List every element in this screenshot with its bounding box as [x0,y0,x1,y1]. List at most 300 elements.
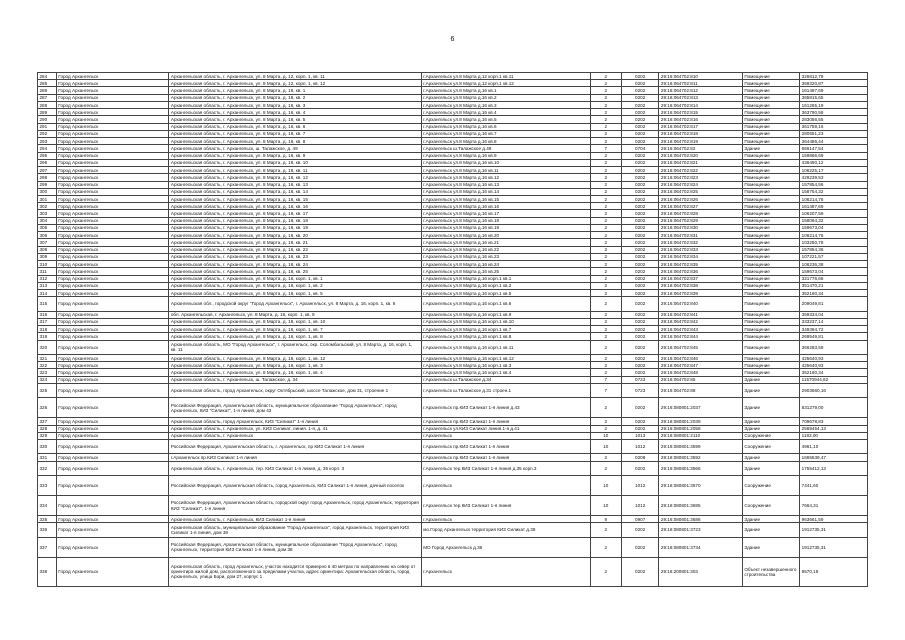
row-number: 334 [38,496,57,516]
code-b: 0202 [621,130,659,137]
row-number: 295 [38,152,57,159]
cadastral-value: 161265,19 [800,101,868,108]
full-address: Архангельская область, муниципальное образование "Город Архангельск", город Архангельск, территория КИЗ Силикат 1-я линия, дом 38 [169,523,421,537]
cadastral-value: 157854,36 [800,246,868,253]
full-address: обл. Архангельская, г. Архангельск, ул. 8 Марта, д. 16, корп. 1, кв. 9 [169,311,421,318]
short-address: г.Архангельск ул.8 Марта д.16 кв.14 [421,188,590,195]
short-address: г.Архангельск [421,476,590,496]
short-address: г.Архангельск ул.8 Марта д.16 кв.12 [421,174,590,181]
code-a: 10 [590,476,621,496]
municipality: Город Архангельск [56,253,169,260]
code-b: 0202 [621,398,659,418]
municipality: Город Архангельск [56,362,169,369]
code-a: 2 [590,73,621,80]
full-address: Архангельская область, г. Архангельск, ул. 8 Марта, д. 16, кв. 3 [169,101,421,108]
cadastral-number: 29:16:080801:3566 [659,461,742,475]
full-address: Российская Федерация, Архангельская область, городской округ город Архангельск, город Архангельск, территория КИЗ "Силикат", 1-я линия [169,496,421,516]
code-b: 0202 [621,268,659,275]
code-b: 0208 [621,454,659,461]
cadastral-number: 29:16:064702:813 [659,94,742,101]
object-type: Помещение [742,275,799,282]
table-row [38,516,868,523]
short-address: г.Архангельск ул.8 Марта д.12 корп.1 кв.12 [421,80,590,87]
cadastral-value: 106225,17 [800,167,868,174]
code-a: 2 [590,261,621,268]
object-type: Помещение [742,326,799,333]
table-row [38,224,868,231]
row-number: 332 [38,461,57,475]
short-address: г.Архангельск ул.8 Марта д.16 кв.11 [421,167,590,174]
cadastral-number: 29:16:064702:811 [659,80,742,87]
object-type: Помещение [742,311,799,318]
table-row [38,167,868,174]
full-address: Архангельская область, г. Архангельск, ул. 8 Марта, д. 16, кв. 20 [169,232,421,239]
short-address: мо.Город Архангельск территория КИЗ Силикат д.38 [421,523,590,537]
code-b: 0202 [621,109,659,116]
row-number: 327 [38,418,57,425]
code-a: 2 [590,130,621,137]
short-address: г.Архангельск ул.8 Марта д.16 кв.20 [421,232,590,239]
row-number: 337 [38,537,57,557]
row-number: 308 [38,246,57,253]
code-a: 2 [590,326,621,333]
municipality: Город Архангельск [56,354,169,361]
property-register-table [37,72,868,587]
object-type: Помещение [742,210,799,217]
cadastral-number: 29:16:064702:814 [659,101,742,108]
full-address: Архангельская область, г. Архангельск, ул. 8 Марта, д. 12, корп. 1, кв. 11 [169,73,421,80]
row-number: 306 [38,232,57,239]
cadastral-value: 1912735,31 [800,523,868,537]
cadastral-value: 8570,19 [800,557,868,586]
cadastral-value: 159673,04 [800,268,868,275]
code-a: 7 [590,145,621,152]
object-type: Помещение [742,174,799,181]
short-address: г.Архангельск ул.8 Марта д.16 кв.23 [421,253,590,260]
row-number: 314 [38,290,57,297]
cadastral-value: 2903660,16 [800,383,868,397]
table-row [38,239,868,246]
code-a: 2 [590,101,621,108]
cadastral-number: 29:16:064702:820 [659,152,742,159]
cadastral-number: 29:16:064702:831 [659,232,742,239]
row-number: 312 [38,275,57,282]
cadastral-value: 107221,57 [800,253,868,260]
full-address: Архангельская область, г. Архангельск, ул. 8 Марта, д. 16, кв. 17 [169,210,421,217]
full-address: Архангельская область, г. Архангельск, ул. 8 Марта, д. 16, кв. 10 [169,159,421,166]
code-b: 0202 [621,73,659,80]
full-address: Архангельская область, г. Архангельск, ул. 8 Марта, д. 16, корп. 1, кв. 3 [169,362,421,369]
code-b: 0202 [621,152,659,159]
full-address: Архангельская область, г. Архангельск, ул. 8 Марта, д. 16, корп. 1, кв. 4 [169,369,421,376]
full-address: Архангельская область, г. Архангельск, ш. Талажское, д. 34 [169,376,421,383]
code-b: 0202 [621,246,659,253]
municipality: Город Архангельск [56,188,169,195]
cadastral-number: 29:16:064702:810 [659,73,742,80]
row-number: 325 [38,383,57,397]
full-address: Российская Федерация, Архангельская область, г. Архангельск, пр КИЗ Силикат 1-я линия [169,440,421,454]
municipality: Город Архангельск [56,326,169,333]
full-address: Архангельская область, г. Архангельск, ул. 8 Марта, д. 16, кв. 14 [169,188,421,195]
code-b: 0202 [621,340,659,354]
object-type: Помещение [742,297,799,311]
page-number: 6 [450,36,455,43]
full-address: Архангельская область, г. Архангельск, ш. Талажское, д. 49 [169,145,421,152]
object-type: Помещение [742,167,799,174]
table-row [38,116,868,123]
cadastral-number: 29:16:064702:827 [659,203,742,210]
cadastral-value: 369320,87 [800,80,868,87]
code-b: 0202 [621,232,659,239]
code-a: 2 [590,318,621,325]
table-row [38,454,868,461]
cadastral-number: 29:16:064702:834 [659,253,742,260]
object-type: Помещение [742,195,799,202]
municipality: Город Архангельск [56,167,169,174]
row-number: 313 [38,282,57,289]
cadastral-number: 29:16:064702:825 [659,188,742,195]
cadastral-value: 326812,78 [800,73,868,80]
row-number: 333 [38,476,57,496]
code-a: 2 [590,217,621,224]
cadastral-number: 29:16:064702:822 [659,167,742,174]
full-address: Архангельская область, г. Архангельск, ул. 8 Марта, д. 16, кв. 23 [169,253,421,260]
code-a: 2 [590,246,621,253]
cadastral-value: 161487,69 [800,203,868,210]
object-type: Помещение [742,268,799,275]
cadastral-number: 29:16:064702:821 [659,159,742,166]
code-a: 2 [590,138,621,145]
short-address: г.Архангельск тер.КИЗ Силикат 1-я линия д.35 корп.3 [421,461,590,475]
table-row [38,217,868,224]
full-address: Архангельская область, г. Архангельск, ул. 8 Марта, д. 16, кв. 1 [169,87,421,94]
full-address: Архангельская область, г. Архангельск, тер. КИЗ Силикат 1-я линия, д. 35 корп. 3 [169,461,421,475]
row-number: 319 [38,333,57,340]
table-row [38,333,868,340]
municipality: Город Архангельск [56,440,169,454]
full-address: Архангельская область, МО "Город Архангельск", г. Архангельск, окр. Соломбальский, ул. 8 Марта, д. 16, корп. 1, кв. 11 [169,340,421,354]
municipality: Город Архангельск [56,224,169,231]
object-type: Помещение [742,362,799,369]
cadastral-value: 333237,14 [800,318,868,325]
cadastral-value: 11570944,82 [800,376,868,383]
full-address: Архангельская область, г. Архангельск, ул. 8 Марта, д. 16, кв. 19 [169,224,421,231]
full-address: Архангельская область, г. Архангельск, ул. 8 Марта, д. 16, кв. 15 [169,195,421,202]
cadastral-number: 29:16:064702:826 [659,195,742,202]
table-row [38,418,868,425]
object-type: Помещение [742,123,799,130]
cadastral-value: 106207,59 [800,210,868,217]
cadastral-value: 1912735,31 [800,537,868,557]
full-address: Архангельская область, г. Архангельск, ул. 8 Марта, д. 16, корп. 1, кв. 10 [169,318,421,325]
row-number: 320 [38,340,57,354]
code-b: 0202 [621,537,659,557]
code-a: 2 [590,94,621,101]
cadastral-value: 364486,44 [800,138,868,145]
code-a: 2 [590,354,621,361]
code-b: 0202 [621,116,659,123]
municipality: Город Архангельск [56,116,169,123]
municipality: Город Архангельск [56,333,169,340]
cadastral-number: 29:16:064702:817 [659,123,742,130]
cadastral-value: 831279,00 [800,398,868,418]
code-a: 2 [590,297,621,311]
full-address: Архангельская область, г. Архангельск, ул. 8 Марта, д. 16, корп. 1, кв. 7 [169,326,421,333]
municipality: Город Архангельск [56,123,169,130]
cadastral-value: 666147,54 [800,145,868,152]
short-address: г.Архангельск ул.8 Марта д.16 корп.1 кв.12 [421,354,590,361]
table-row [38,109,868,116]
municipality: Город Архангельск [56,537,169,557]
full-address: Архангельская область, г. Архангельск, ул. 8 Марта, д. 16, кв. 21 [169,239,421,246]
cadastral-number: 29:16:064702:82 [659,145,742,152]
short-address: г.Архангельск ул.КИЗ Силикат линия.1-я д.41 [421,425,590,432]
cadastral-number: 29:16:064702:836 [659,268,742,275]
object-type: Помещение [742,333,799,340]
municipality: Город Архангельск [56,476,169,496]
municipality: Город Архангельск [56,94,169,101]
object-type: Помещение [742,203,799,210]
code-b: 0202 [621,138,659,145]
code-b: 0202 [621,101,659,108]
municipality: Город Архангельск [56,432,169,439]
row-number: 326 [38,398,57,418]
full-address: Архангельская область, г. Архангельск, ул. 8 Марта, д. 16, кв. 5 [169,116,421,123]
municipality: Город Архангельск [56,523,169,537]
short-address: г.Архангельск [421,516,590,523]
row-number: 284 [38,73,57,80]
municipality: Город Архангельск [56,340,169,354]
object-type: Объект незавершенного строительства [742,557,799,586]
cadastral-number: 29:16:064702:840 [659,297,742,311]
short-address: г.Архангельск ул.8 Марта д.16 кв.10 [421,159,590,166]
cadastral-number: 29:16:064702:812 [659,87,742,94]
code-b: 0907 [621,516,659,523]
short-address: г.Архангельск ул.8 Марта д.16 корп.1 кв.2 [421,282,590,289]
code-b: 0723 [621,383,659,397]
cadastral-number: 29:16:080801:3734 [659,537,742,557]
cadastral-value: 352160,34 [800,290,868,297]
table-row [38,432,868,439]
object-type: Здание [742,454,799,461]
municipality: Город Архангельск [56,376,169,383]
code-a: 2 [590,116,621,123]
code-a: 2 [590,203,621,210]
code-a: 2 [590,123,621,130]
municipality: Город Архангельск [56,398,169,418]
row-number: 323 [38,369,57,376]
table-row [38,476,868,496]
short-address: г.Архангельск пр.КИЗ Силикат 1-я линия [421,454,590,461]
municipality: Город Архангельск [56,282,169,289]
full-address: Архангельская область, город Архангельск, участок находится примерно в 40 метрах по направлению на север от ориентира жилой дом, расположенного за пределами участка, адрес ориентира: Архангельская область, город Архангельск, улица Бори, дом 27, корпус 1 [169,557,421,586]
object-type: Помещение [742,290,799,297]
code-b: 0704 [621,145,659,152]
object-type: Помещение [742,159,799,166]
short-address: г.Архангельск ул.8 Марта д.16 корп.1 кв.5 [421,290,590,297]
code-a: 7 [590,376,621,383]
code-b: 1012 [621,440,659,454]
cadastral-number: 29:16:064702:830 [659,224,742,231]
code-a: 2 [590,181,621,188]
table-row [38,80,868,87]
cadastral-value: 365815,65 [800,94,868,101]
cadastral-value: 209049,81 [800,297,868,311]
code-b: 0202 [621,275,659,282]
code-a: 2 [590,398,621,418]
full-address: Архангельская область, г. Архангельск, ул. 8 Марта, д. 16, корп. 1, кв. 12 [169,354,421,361]
code-b: 0202 [621,362,659,369]
row-number: 300 [38,188,57,195]
object-type: Помещение [742,116,799,123]
short-address: г.Архангельск ул.8 Марта д.16 кв.13 [421,181,590,188]
table-row [38,557,868,586]
table-row [38,123,868,130]
row-number: 297 [38,167,57,174]
object-type: Помещение [742,188,799,195]
row-number: 338 [38,557,57,586]
full-address: Архангельская область, г. Архангельск, ул. 8 Марта, д. 16, кв. 9 [169,152,421,159]
code-b: 0202 [621,224,659,231]
municipality: Город Архангельск [56,275,169,282]
short-address: г.Архангельск ул.8 Марта д.12 корп.1 кв.11 [421,73,590,80]
cadastral-value: 321776,68 [800,275,868,282]
full-address: Архангельская область, г. Архангельск, ул. 8 Марта, д. 16, кв. 4 [169,109,421,116]
code-a: 2 [590,537,621,557]
short-address: г.Архангельск ш.Талажское д.34 [421,376,590,383]
full-address: Архангельская область, г. Архангельск, ул. 8 Марта, д. 12, корп. 1, кв. 12 [169,80,421,87]
code-a: 2 [590,239,621,246]
object-type: Помещение [742,181,799,188]
code-a: 2 [590,188,621,195]
full-address: Архангельская область, г. Архангельск, ул. 8 Марта, д. 16, кв. 25 [169,268,421,275]
object-type: Здание [742,398,799,418]
code-a: 7 [590,383,621,397]
short-address: г.Архангельск ул.8 Марта д.16 кв.16 [421,203,590,210]
cadastral-value: 161487,69 [800,87,868,94]
table-row [38,232,868,239]
full-address: г.Архангельск пр.КИЗ Силикат 1-я линия [169,454,421,461]
table-row [38,362,868,369]
cadastral-number: 29:16:080801:3570 [659,476,742,496]
table-row [38,369,868,376]
cadastral-number: 29:16:064702:839 [659,290,742,297]
short-address: г.Архангельск пр.КИЗ Силикат 1-я линия [421,440,590,454]
cadastral-number: 29:16:064702:816 [659,116,742,123]
row-number: 302 [38,203,57,210]
full-address: Архангельская область, г. Архангельск, ул. 8 Марта, д. 16, кв. 18 [169,217,421,224]
cadastral-value: 361759,16 [800,123,868,130]
cadastral-value: 349394,72 [800,326,868,333]
municipality: Город Архангельск [56,232,169,239]
code-a: 10 [590,440,621,454]
cadastral-value: 425640,93 [800,354,868,361]
cadastral-value: 106214,76 [800,195,868,202]
cadastral-number: 29:16:064702:85 [659,376,742,383]
row-number: 324 [38,376,57,383]
table-row [38,181,868,188]
object-type: Здание [742,516,799,523]
row-number: 299 [38,181,57,188]
cadastral-number: 29:16:064702:819 [659,138,742,145]
cadastral-value: 425640,93 [800,362,868,369]
cadastral-number: 29:16:080801:3685 [659,496,742,516]
municipality: Город Архангельск [56,101,169,108]
code-a: 2 [590,369,621,376]
code-a: 2 [590,152,621,159]
municipality: Город Архангельск [56,109,169,116]
row-number: 305 [38,224,57,231]
row-number: 316 [38,311,57,318]
table-row [38,425,868,432]
table-row [38,523,868,537]
municipality: Город Архангельск [56,80,169,87]
code-b: 0202 [621,311,659,318]
row-number: 301 [38,195,57,202]
short-address: г.Архангельск ул.8 Марта д.16 кв.7 [421,130,590,137]
short-address: г.Архангельск ул.8 Марта д.16 кв.3 [421,101,590,108]
short-address: г.Архангельск ул.8 Марта д.16 кв.17 [421,210,590,217]
code-a: 2 [590,425,621,432]
full-address: Архангельская область, г. Архангельск, ул. 8 Марта, д. 16, кв. 8 [169,138,421,145]
code-a: 2 [590,523,621,537]
row-number: 291 [38,123,57,130]
code-a: 2 [590,159,621,166]
code-a: 2 [590,232,621,239]
cadastral-value: 269549,81 [800,333,868,340]
full-address: Архангельская область, г. Архангельск [169,432,421,439]
code-b: 0202 [621,87,659,94]
code-a: 2 [590,290,621,297]
code-b: 0202 [621,354,659,361]
code-a: 2 [590,87,621,94]
cadastral-number: 29:16:064702:841 [659,311,742,318]
table-row [38,152,868,159]
object-type: Помещение [742,318,799,325]
municipality: Город Архангельск [56,217,169,224]
object-type: Помещение [742,246,799,253]
full-address: Архангельская область, г. Архангельск, ул. 8 Марта, д. 16, кв. 2 [169,94,421,101]
short-address: г.Архангельск ул.8 Марта д.16 кв.19 [421,224,590,231]
object-type: Помещение [742,73,799,80]
municipality: Город Архангельск [56,239,169,246]
cadastral-number: 29:16:064702:844 [659,333,742,340]
object-type: Помещение [742,152,799,159]
object-type: Помещение [742,130,799,137]
cadastral-number: 29:16:064702:829 [659,217,742,224]
cadastral-number: 29:16:080801:3723 [659,523,742,537]
code-b: 1012 [621,496,659,516]
cadastral-value: 436450,12 [800,159,868,166]
object-type: Здание [742,425,799,432]
cadastral-value: 157854,56 [800,181,868,188]
object-type: Сооружение [742,476,799,496]
code-b: 0723 [621,376,659,383]
row-number: 330 [38,440,57,454]
object-type: Помещение [742,101,799,108]
row-number: 290 [38,116,57,123]
short-address: г.Архангельск [421,432,590,439]
short-address: г.Архангельск ул.8 Марта д.16 корп.1 кв.3 [421,362,590,369]
code-b: 0202 [621,167,659,174]
municipality: Город Архангельск [56,318,169,325]
short-address: г.Архангельск ул.8 Марта д.16 корп.1 кв.4 [421,369,590,376]
object-type: Помещение [742,138,799,145]
short-address: г.Архангельск ул.8 Марта д.16 корп.1 кв.8 [421,333,590,340]
code-b: 0202 [621,188,659,195]
municipality: Город Архангельск [56,418,169,425]
table-row [38,537,868,557]
